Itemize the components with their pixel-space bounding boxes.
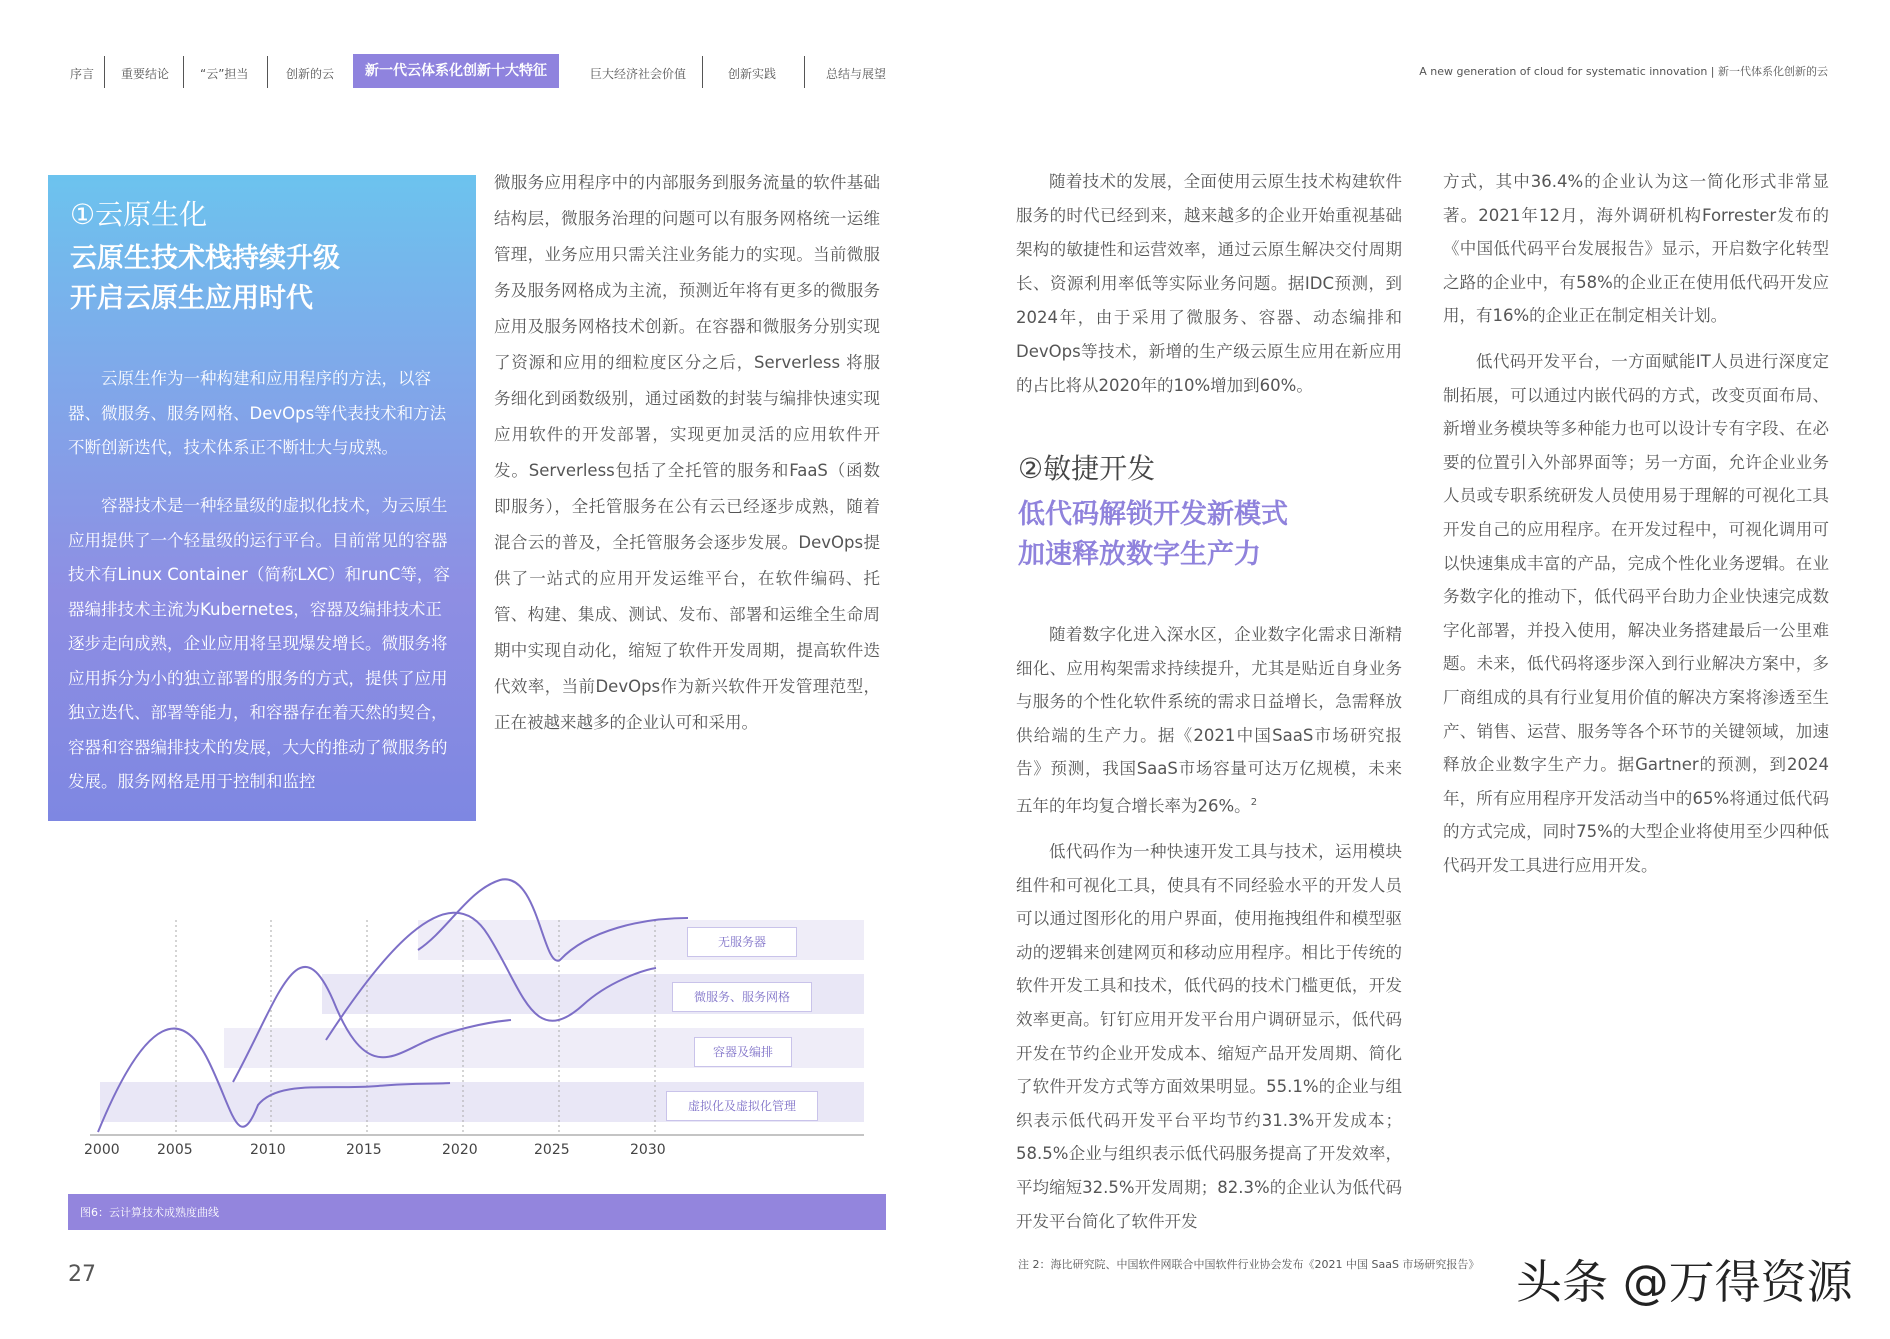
nav-separator	[104, 56, 105, 88]
box-paragraph-2: 容器技术是一种轻量级的虚拟化技术，为云原生应用提供了一个轻量级的运行平台。目前常见的容器技术有Linux Container（简称LXC）和runC等，容器编排技术主流为Kubernetes，容器及编排技术正逐步走向成熟，企业应用将呈现爆发增长。微服务将应用拆分为小的独立部署的服务的方式，提供了应用独立迭代、部署等能力，和容器存在着天然的契合，容器和容器编排技术的发展，大大的推动了微服务的发展。服务网格是用于控制和监控	[68, 496, 450, 791]
nav-separator	[267, 56, 268, 88]
agile-headline-line-2: 加速释放数字生产力	[1018, 539, 1261, 570]
x-tick-label: 2015	[346, 1142, 382, 1158]
column-3-top	[1016, 165, 1402, 403]
label-serverless: 无服务器	[687, 927, 797, 957]
header-right-title: A new generation of cloud for systematic innovation | 新一代体系化创新的云	[1419, 65, 1828, 78]
section-title-cloud-native: ①云原生化	[70, 198, 208, 231]
page-number: 27	[68, 1262, 96, 1287]
column-4-paragraph-2: 低代码开发平台，一方面赋能IT人员进行深度定制拓展，可以通过内嵌代码的方式，改变页面布局、新增业务模块等多种能力也可以设计专有字段、在必要的位置引入外部界面等；另一方面，允许企业业务人员或专职系统研发人员使用易于理解的可视化工具开发自己的应用程序。在开发过程中，可视化调用可以快速集成丰富的产品，完成个性化业务逻辑。在业务数字化的推动下，低代码平台助力企业快速完成数字化部署，并投入使用，解决业务搭建最后一公里难题。未来，低代码将逐步深入到行业解决方案中，多厂商组成的具有行业复用价值的解决方案将渗透至生产、销售、运营、服务等各个环节的关键领域，加速释放企业数字生产力。据Gartner的预测，到2024年，所有应用程序开发活动当中的65%将通过低代码的方式完成，同时75%的大型企业将使用至少四种低代码开发工具进行应用开发。	[1443, 351, 1829, 875]
x-tick-label: 2000	[84, 1142, 120, 1158]
column-2-paragraph: 微服务应用程序中的内部服务到服务流量的软件基础结构层，微服务治理的问题可以有服务网格统一运维管理，业务应用只需关注业务能力的实现。当前微服务及服务网格成为主流，预测近年将有更多的微服务应用及服务网格技术创新。在容器和微服务分别实现了资源和应用的细粒度区分之后，Serverless 将服务细化到函数级别，通过函数的封装与编排快速实现应用软件的开发部署，实现更加灵活的应用软件开发。Serverless包括了全托管的服务和FaaS（函数即服务），全托管服务在公有云已经逐步成熟，随着混合云的普及，全托管服务会逐步发展。DevOps提供了一站式的应用开发运维平台，在软件编码、托管、构建、集成、测试、发布、部署和运维全生命周期中实现自动化，缩短了软件开发周期，提高软件迭代效率，当前DevOps作为新兴软件开发管理范型，正在被越来越多的企业认可和采用。	[494, 173, 880, 732]
figure-caption: 图6：云计算技术成熟度曲线	[80, 1206, 219, 1219]
cloud-native-box	[48, 175, 476, 821]
agile-headline	[1018, 495, 1288, 575]
nav-item-economic-value[interactable]: 巨大经济社会价值	[590, 67, 687, 81]
column-3-bottom	[1016, 618, 1402, 1238]
nav-item-cloud-role[interactable]: “云”担当	[200, 67, 249, 81]
x-tick-label: 2020	[442, 1142, 478, 1158]
nav-separator	[804, 56, 805, 88]
nav-item-practice[interactable]: 创新实践	[728, 67, 777, 81]
watermark: 头条 @万得资源	[1516, 1255, 1853, 1309]
box-headline-line-2: 开启云原生应用时代	[70, 283, 313, 314]
label-containers: 容器及编排	[694, 1037, 792, 1067]
nav-item-summary[interactable]: 总结与展望	[826, 67, 887, 81]
nav-item-active-ten-features[interactable]: 新一代云体系化创新十大特征	[353, 54, 559, 88]
section-title-agile: ②敏捷开发	[1018, 452, 1156, 485]
column-4-paragraph-1: 方式，其中36.4%的企业认为这一简化形式非常显著。2021年12月，海外调研机构Forrester发布的《中国低代码平台发展报告》显示，开启数字化转型之路的企业中，有58%的企业正在使用低代码开发应用，有16%的企业正在制定相关计划。	[1443, 172, 1829, 326]
label-virtualization: 虚拟化及虚拟化管理	[666, 1091, 818, 1121]
band-serverless	[418, 920, 864, 960]
footnote-ref: 2	[1250, 796, 1258, 808]
box-paragraph-1: 云原生作为一种构建和应用程序的方法，以容器、微服务、服务网格、DevOps等代表技术和方法不断创新迭代，技术体系正不断壮大与成熟。	[68, 369, 447, 457]
box-headline-line-1: 云原生技术栈持续升级	[70, 243, 340, 274]
x-tick-label: 2030	[630, 1142, 666, 1158]
column-3-paragraph-3: 低代码作为一种快速开发工具与技术，运用模块组件和可视化工具，使具有不同经验水平的开发人员可以通过图形化的用户界面，使用拖拽组件和模型驱动的逻辑来创建网页和移动应用程序。相比于传统的软件开发工具和技术，低代码的技术门槛更低，开发效率更高。钉钉应用开发平台用户调研显示，低代码开发在节约企业开发成本、缩短产品开发周期、简化了软件开发方式等方面效果明显。55.1%的企业与组织表示低代码开发平台平均节约31.3%开发成本；58.5%企业与组织表示低代码服务提高了开发效率，平均缩短32.5%开发周期；82.3%的企业认为低代码开发平台简化了软件开发	[1016, 842, 1402, 1231]
column-3-paragraph-1: 随着技术的发展，全面使用云原生技术构建软件服务的时代已经到来，越来越多的企业开始重视基础架构的敏捷性和运营效率，通过云原生解决交付周期长、资源利用率低等实际业务问题。据IDC预测，到2024年，由于采用了微服务、容器、动态编排和DevOps等技术，新增的生产级云原生应用在新应用的占比将从2020年的10%增加到60%。	[1016, 172, 1402, 395]
figure-caption-bar	[68, 1194, 886, 1230]
nav-item-innovative-cloud[interactable]: 创新的云	[286, 67, 335, 81]
x-tick-label: 2025	[534, 1142, 570, 1158]
column-3-paragraph-2-text: 随着数字化进入深水区，企业数字化需求日渐精细化、应用构架需求持续提升，尤其是贴近自身业务与服务的个性化软件系统的需求日益增长，急需释放供给端的生产力。据《2021中国SaaS市场研究报告》预测，我国SaaS市场容量可达万亿规模，未来五年的年均复合增长率为26%。	[1016, 625, 1402, 816]
column-3-paragraph-2	[1016, 618, 1402, 823]
x-tick-label: 2005	[157, 1142, 193, 1158]
x-tick-label: 2010	[250, 1142, 286, 1158]
footnote: 注 2：海比研究院、中国软件网联合中国软件行业协会发布《2021 中国 SaaS 市场研究报告》	[1018, 1258, 1480, 1271]
column-2	[494, 165, 880, 741]
box-headline	[70, 239, 340, 319]
column-4	[1443, 165, 1829, 882]
agile-headline-line-1: 低代码解锁开发新模式	[1018, 499, 1288, 530]
nav-item-preface[interactable]: 序言	[70, 67, 95, 81]
nav-separator	[702, 56, 703, 88]
label-microservices: 微服务、服务网格	[672, 982, 812, 1012]
nav-separator	[183, 56, 184, 88]
nav-item-conclusions[interactable]: 重要结论	[121, 67, 170, 81]
